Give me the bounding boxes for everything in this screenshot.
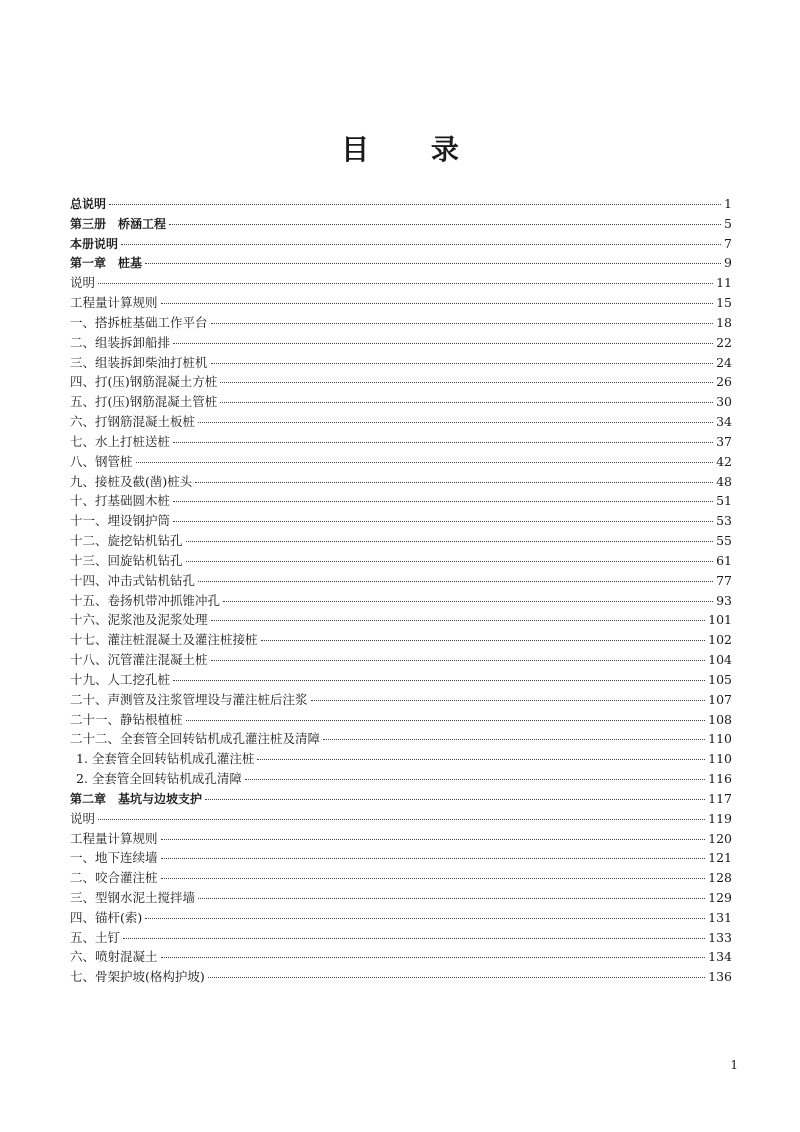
toc-entry-label: 第三册 桥涵工程 [70, 216, 167, 231]
toc-entry-page: 117 [708, 790, 732, 806]
toc-entry[interactable] [70, 273, 732, 293]
dot-leader [205, 798, 705, 800]
page-title: 目 录 [341, 133, 485, 166]
dot-leader [169, 223, 721, 225]
dot-leader [208, 976, 705, 978]
toc-entry[interactable] [70, 809, 732, 829]
dot-leader [211, 362, 714, 364]
toc-entry-page: 108 [708, 711, 732, 727]
toc-entry-label: 一、搭拆桩基础工作平台 [70, 314, 208, 330]
toc-entry-label: 总说明 [70, 197, 107, 211]
toc-entry[interactable] [70, 928, 732, 948]
toc-entry[interactable] [70, 868, 732, 888]
page-number: 1 [730, 1058, 738, 1072]
toc-entry-label: 四、打(压)钢筋混凝土方桩 [70, 374, 218, 390]
dot-leader [161, 857, 706, 859]
toc-entry[interactable] [70, 353, 732, 373]
toc-entry[interactable] [70, 253, 732, 273]
toc-entry-page: 24 [716, 354, 732, 370]
toc-entry-label: 二十一、静钻根植桩 [70, 711, 183, 727]
dot-leader [173, 679, 705, 681]
toc-entry-page: 136 [708, 969, 732, 985]
toc-entry[interactable] [70, 372, 732, 392]
dot-leader [186, 540, 714, 542]
toc-entry-page: 61 [716, 552, 732, 568]
toc-entry-label: 工程量计算规则 [70, 295, 158, 311]
toc-entry-page: 55 [716, 533, 732, 549]
toc-entry-page: 102 [708, 632, 732, 648]
toc-entry[interactable] [70, 888, 732, 908]
toc-entry[interactable] [70, 670, 732, 690]
toc-entry[interactable] [70, 452, 732, 472]
toc-entry-page: 128 [708, 870, 732, 886]
toc-entry-label: 说明 [70, 275, 96, 291]
toc-entry-page: 37 [716, 433, 732, 449]
toc-entry[interactable] [70, 749, 732, 769]
dot-leader [173, 342, 713, 344]
dot-leader [161, 956, 706, 958]
toc-entry-label: 七、骨架护坡(格构护坡) [70, 969, 205, 985]
toc-entry[interactable] [70, 313, 732, 333]
toc-entry-label: 八、钢管桩 [70, 453, 133, 469]
dot-leader [220, 401, 713, 403]
dot-leader [311, 699, 706, 701]
toc-entry-page: 30 [716, 394, 732, 410]
toc-entry[interactable] [70, 194, 732, 214]
dot-leader [257, 758, 705, 760]
toc-entry[interactable] [70, 729, 732, 749]
dot-leader [98, 818, 705, 820]
dot-leader [198, 421, 713, 423]
toc-entry[interactable] [70, 829, 732, 849]
toc-entry-page: 51 [716, 493, 732, 509]
toc-entry-page: 121 [708, 850, 732, 866]
dot-leader [173, 441, 713, 443]
toc-entry[interactable] [70, 392, 732, 412]
toc-entry-label: 十五、卷扬机带冲抓锥冲孔 [70, 592, 221, 608]
toc-entry-page: 53 [716, 513, 732, 529]
toc-entry-label: 十三、回旋钻机钻孔 [70, 552, 183, 568]
toc-entry-label: 六、喷射混凝土 [70, 949, 158, 965]
toc-entry-label: 十一、埋设钢护筒 [70, 513, 171, 529]
toc-entry-page: 26 [716, 374, 732, 390]
toc-entry-page: 22 [716, 334, 732, 350]
toc-entry-label: 二、组装拆卸船排 [70, 334, 171, 350]
toc-entry-label: 十九、人工挖孔桩 [70, 671, 171, 687]
toc-entry[interactable] [70, 789, 732, 809]
toc-entry[interactable] [70, 571, 732, 591]
toc-entry-label: 2. 全套管全回转钻机成孔清障 [76, 771, 242, 787]
toc-entry-page: 101 [708, 612, 732, 628]
toc-entry[interactable] [70, 293, 732, 313]
dot-leader [161, 877, 706, 879]
toc-entry-page: 133 [708, 929, 732, 945]
dot-leader [186, 719, 706, 721]
toc-entry-label: 三、组装拆卸柴油打桩机 [70, 354, 208, 370]
toc-entry-page: 116 [708, 771, 732, 787]
toc-entry[interactable] [70, 531, 732, 551]
toc-entry[interactable] [70, 690, 732, 710]
toc-entry[interactable] [70, 491, 732, 511]
dot-leader [198, 580, 713, 582]
toc-entry-label: 本册说明 [70, 236, 119, 251]
toc-entry-page: 1 [724, 196, 732, 211]
toc-entry-label: 二十、声测管及注浆管埋设与灌注桩后注浆 [70, 691, 308, 707]
table-of-contents [70, 194, 732, 987]
toc-entry[interactable] [70, 610, 732, 630]
toc-entry[interactable] [70, 769, 732, 789]
toc-entry-label: 四、锚杆(索) [70, 909, 143, 925]
toc-entry-label: 第二章 基坑与边坡支护 [70, 791, 203, 806]
toc-entry[interactable] [70, 967, 732, 987]
toc-entry-label: 六、打钢筋混凝土板桩 [70, 414, 196, 430]
toc-entry-page: 9 [724, 255, 732, 271]
toc-entry-page: 42 [716, 453, 732, 469]
toc-entry-page: 7 [724, 235, 732, 251]
dot-leader [145, 262, 721, 264]
toc-entry-page: 110 [708, 751, 732, 767]
toc-entry-page: 48 [716, 473, 732, 489]
toc-entry-page: 5 [724, 215, 732, 231]
toc-entry-page: 131 [708, 909, 732, 925]
dot-leader [198, 897, 705, 899]
toc-entry[interactable] [70, 710, 732, 730]
toc-entry-page: 77 [716, 572, 732, 588]
toc-entry-label: 1. 全套管全回转钻机成孔灌注桩 [76, 751, 255, 767]
toc-entry[interactable] [70, 214, 732, 234]
dot-leader [109, 203, 721, 205]
toc-entry-label: 五、土钉 [70, 929, 121, 945]
toc-entry-label: 二、咬合灌注桩 [70, 870, 158, 886]
toc-entry-page: 107 [708, 691, 732, 707]
dot-leader [173, 520, 713, 522]
toc-entry-page: 15 [716, 295, 732, 311]
toc-entry-label: 二十二、全套管全回转钻机成孔灌注桩及清障 [70, 731, 321, 747]
toc-entry-label: 十八、沉管灌注混凝土桩 [70, 652, 208, 668]
toc-entry[interactable] [70, 551, 732, 571]
toc-entry[interactable] [70, 432, 732, 452]
toc-entry-label: 十六、泥浆池及泥浆处理 [70, 612, 208, 628]
toc-entry-page: 134 [708, 949, 732, 965]
toc-entry-page: 119 [708, 810, 732, 826]
toc-entry[interactable] [70, 908, 732, 928]
toc-entry-label: 说明 [70, 810, 96, 826]
toc-entry[interactable] [70, 591, 732, 611]
dot-leader [161, 302, 714, 304]
toc-entry[interactable] [70, 630, 732, 650]
toc-entry[interactable] [70, 848, 732, 868]
toc-entry-label: 七、水上打桩送桩 [70, 433, 171, 449]
toc-entry-label: 五、打(压)钢筋混凝土管桩 [70, 394, 218, 410]
dot-leader [211, 619, 706, 621]
toc-entry-label: 十二、旋挖钻机钻孔 [70, 533, 183, 549]
dot-leader [123, 937, 705, 939]
toc-entry[interactable] [70, 412, 732, 432]
toc-entry-page: 18 [716, 314, 732, 330]
dot-leader [186, 560, 714, 562]
dot-leader [161, 838, 706, 840]
toc-entry-label: 九、接桩及截(凿)桩头 [70, 473, 193, 489]
toc-entry-label: 十、打基础圆木桩 [70, 493, 171, 509]
dot-leader [211, 659, 706, 661]
toc-entry-label: 工程量计算规则 [70, 830, 158, 846]
toc-entry-page: 93 [716, 592, 732, 608]
dot-leader [245, 778, 705, 780]
toc-entry-page: 110 [708, 731, 732, 747]
dot-leader [136, 461, 714, 463]
toc-entry-page: 105 [708, 671, 732, 687]
toc-entry[interactable] [70, 234, 732, 254]
toc-entry-page: 104 [708, 652, 732, 668]
dot-leader [173, 500, 713, 502]
toc-entry-label: 十四、冲击式钻机钻孔 [70, 572, 196, 588]
toc-entry[interactable] [70, 472, 732, 492]
dot-leader [220, 381, 713, 383]
dot-leader [261, 639, 706, 641]
toc-entry-page: 11 [716, 275, 732, 291]
toc-entry-label: 第一章 桩基 [70, 256, 143, 271]
dot-leader [121, 243, 721, 245]
dot-leader [223, 600, 713, 602]
dot-leader [195, 481, 713, 483]
toc-entry-page: 34 [716, 414, 732, 430]
dot-leader [145, 917, 705, 919]
toc-entry-page: 120 [708, 830, 732, 846]
dot-leader [323, 738, 705, 740]
toc-entry-page: 129 [708, 889, 732, 905]
dot-leader [211, 322, 714, 324]
toc-entry-label: 十七、灌注桩混凝土及灌注桩接桩 [70, 632, 258, 648]
toc-entry[interactable] [70, 650, 732, 670]
toc-entry[interactable] [70, 333, 732, 353]
toc-entry-label: 三、型钢水泥土搅拌墙 [70, 889, 196, 905]
toc-entry[interactable] [70, 947, 732, 967]
dot-leader [98, 282, 713, 284]
toc-entry[interactable] [70, 511, 732, 531]
toc-entry-label: 一、地下连续墙 [70, 850, 158, 866]
